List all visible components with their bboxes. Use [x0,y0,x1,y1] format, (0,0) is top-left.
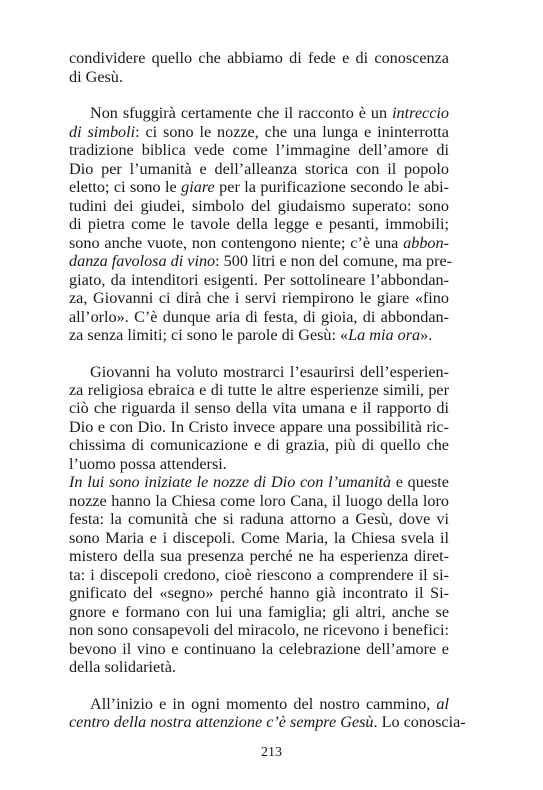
text-run: e queste [391,473,449,491]
text-run: gnore e formano con lui una famiglia; gli altri, anche se [69,603,449,621]
text-line [69,380,449,400]
page-number: 213 [261,745,282,760]
text-line [69,546,449,566]
text-run: festa: la comunità che si raduna attorno a Gesù, dove vi [69,510,449,528]
text-run: za senza limiti; ci sono le parole di Gesù: « [69,326,349,344]
text-line [69,417,449,437]
text-run: . Lo conoscia- [373,713,466,731]
text-line [69,509,449,529]
text-line [69,307,449,327]
text-line [90,362,449,382]
text-run: Dio per l’umanità e dell’alleanza storica con il popolo [69,160,449,178]
text-line [69,159,449,179]
italic-run: giare [181,178,215,196]
text-line [69,48,449,68]
text-line [69,712,466,732]
text-run: sono anche vuote, non contengono niente; c’è una [69,234,404,252]
text-line [69,435,449,455]
text-run: All’inizio e in ogni momento del nostro cammino, [90,695,437,713]
italic-run: intreccio [392,104,449,122]
text-line [69,528,449,548]
text-run: : 500 litri e non del comune, ma pre- [215,252,453,270]
italic-run: La mia ora [348,326,421,344]
text-line [69,196,449,216]
text-run: Non sfuggirà certamente che il racconto è un [90,104,393,122]
text-line [69,472,449,492]
text-run: ciò che riguarda il senso della vita umana e il rapporto di [69,399,449,417]
text-line [69,583,449,603]
text-run: l’uomo possa attendersi. [69,455,227,473]
text-line [69,251,453,271]
text-line [69,620,449,640]
italic-run: centro della nostra attenzione c’è sempre Gesù [69,713,374,731]
text-run: Dio e con Dio. In Cristo invece appare una possibilità ric- [69,418,449,436]
text-run: eletto; ci sono le [69,178,182,196]
text-line [69,657,449,677]
text-run: condividere quello che abbiamo di fede e di conoscenza [69,49,449,67]
text-line [90,103,449,123]
text-line [69,67,449,87]
text-line [69,454,449,474]
text-line [69,270,449,290]
text-run: : ci sono le nozze, che una lunga e ininterrotta [135,123,449,141]
text-run: ta: i discepoli credono, cioè riescono a comprendere il si- [69,566,449,584]
text-run: giato, da intenditori esigenti. Per sottolineare l’abbondan- [69,271,449,289]
text-line [69,325,449,345]
text-run: per la purificazione secondo le abi- [214,178,449,196]
italic-run: di simboli [69,123,136,141]
text-run: della solidarietà. [69,658,176,676]
text-run: tudini dei giudei, simbolo del giudaismo superato: sono [69,197,449,215]
text-line [69,639,449,659]
text-line [69,140,449,160]
text-line [69,214,449,234]
text-line [69,602,449,622]
text-run: Giovanni ha voluto mostrarci l’esaurirsi dell’esperien- [90,363,449,381]
text-line [90,694,449,714]
text-run: sono Maria e i discepoli. Come Maria, la Chiesa svela il [69,529,449,547]
text-line [69,491,449,511]
text-run: tradizione biblica vede come l’immagine dell’amore di [69,141,449,159]
text-run: za religiosa ebraica e di tutte le altre esperienze simili, per [69,381,449,399]
text-line [69,233,449,253]
text-run: ». [420,326,433,344]
text-run: bevono il vino e continuano la celebrazione dell’amore e [69,640,449,658]
text-run: di Gesù. [69,68,123,86]
text-run: all’orlo». C’è dunque aria di festa, di gioia, di abbondan- [69,308,449,326]
italic-run: In lui sono iniziate le nozze di Dio con l’umanità [69,473,392,491]
italic-run: al [436,695,449,713]
italic-run: abbon- [403,234,449,252]
text-line [69,122,449,142]
italic-run: danza favolosa di vino [69,252,216,270]
text-line [69,565,449,585]
text-line [69,177,449,197]
text-run: nozze hanno la Chiesa come loro Cana, il luogo della loro [69,492,449,510]
text-run: non sono consapevoli del miracolo, ne ricevono i benefici: [69,621,449,639]
text-line [69,288,449,308]
text-run: za, Giovanni ci dirà che i servi riempirono le giare «fino [69,289,449,307]
text-line [69,398,449,418]
text-run: chissima di comunicazione e di grazia, più di quello che [69,436,449,454]
text-run: gnificato del «segno» perché hanno già incontrato il Si- [69,584,449,602]
text-run: di pietra come le tavole della legge e pesanti, immobili; [69,215,449,233]
text-run: mistero della sua presenza perché ne ha esperienza diret- [69,547,449,565]
